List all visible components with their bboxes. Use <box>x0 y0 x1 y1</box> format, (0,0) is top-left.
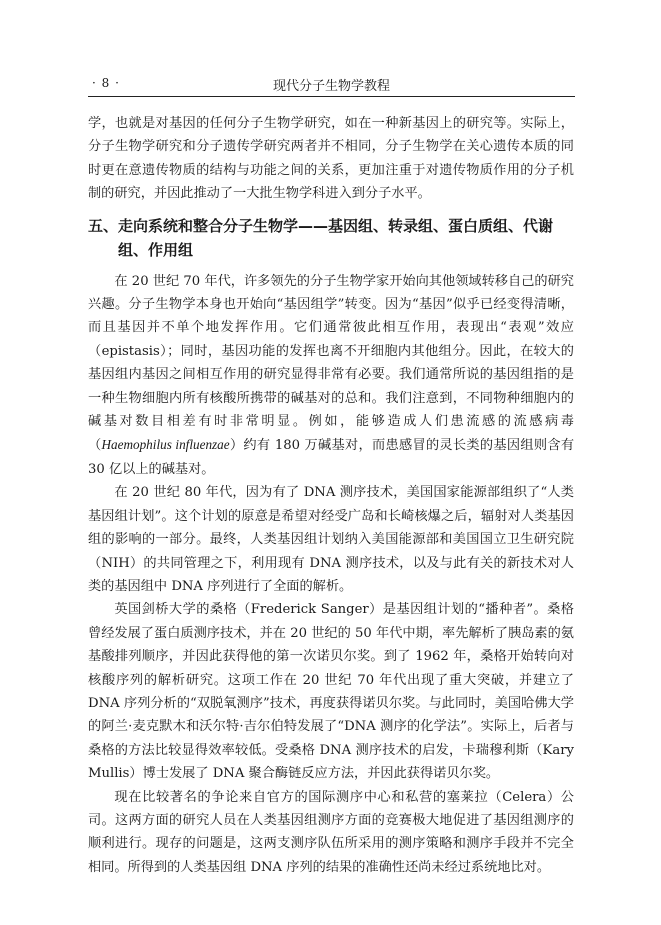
paragraph-human-genome-project: 在 20 世纪 80 年代，因为有了 DNA 测序技术，美国国家能源部组织了“人类基因组计划”。这个计划的原意是希望对经受广岛和长崎核爆之后，辐射对人类基因组的影响的一部分。最终，人类基因组计划纳入美国能源部和美国国立卫生研究院（NIH）的共同管理之下，利用现有 DNA 测序技术，以及与此有关的新技术对人类的基因组中 DNA 序列进行了全面的解析。 <box>88 485 574 594</box>
paragraph-genomics <box>88 270 574 482</box>
running-header <box>88 74 575 97</box>
running-title: 现代分子生物学教程 <box>272 79 390 94</box>
body-text <box>88 112 574 879</box>
paragraph-text: 在 20 世纪 70 年代，许多领先的分子生物学家开始向其他领域转移自己的研究兴趣。分子生物学本身也开始向“基因组学”转变。因为“基因”似乎已经变得清晰，而且基因并不单个地发挥作用。它们通常彼此相互作用，表现出“表观”效应（epistasis）；同时，基因功能的发挥也离不开细胞内其他组分。因此，在较大的基因组内基因之间相互作用的研究显得非常有必要。我们通常所说的基因组指的是一种生物细胞内所有核酸所携带的碱基对的总和。我们注意到，不同物种细胞内的碱基对数目相差有时非常明显。例如，能够造成人们患流感的流感病毒（ <box>88 273 574 454</box>
paragraph-sanger: 英国剑桥大学的桑格（Frederick Sanger）是基因组计划的“播种者”。桑格曾经发展了蛋白质测序技术，并在 20 世纪的 50 年代中期，率先解析了胰岛素的氨基酸排列顺序，并因此获得他的第一次诺贝尔奖。到了 1962 年，桑格开始转向对核酸序列的解析研究。这项工作在 20 世纪 70 年代出现了重大突破，并建立了 DNA 序列分析的“双脱氧测序”技术，再度获得诺贝尔奖。与此同时，美国哈佛大学的阿兰·麦克默木和沃尔特·吉尔伯特发展了“DNA 测序的化学法”。实际上，后者与桑格的方法比较显得效率较低。受桑格 DNA 测序技术的启发，卡瑞穆利斯（Kary Mullis）博士发展了 DNA 聚合酶链反应方法，并因此获得诺贝尔奖。 <box>88 602 574 782</box>
species-name: Haemophilus influenzae <box>101 437 230 453</box>
section-heading: 五、走向系统和整合分子生物学——基因组、转录组、蛋白质组、代谢组、作用组 <box>88 216 554 259</box>
page-number: · 8 · <box>92 76 120 90</box>
paragraph-celera: 现在比较著名的争论来自官方的国际测序中心和私营的塞莱拉（Celera）公司。这两方面的研究人员在人类基因组测序方面的竞赛极大地促进了基因组测序的顺利进行。现存的问题是，这两支测序队伍所采用的测序策略和测序手段并不完全相同。所得到的人类基因组 DNA 序列的结果的准确性还尚未经过系统地比对。 <box>88 789 574 875</box>
paragraph-continued: 学，也就是对基因的任何分子生物学研究，如在一种新基因上的研究等。实际上，分子生物学研究和分子遗传学研究两者并不相同，分子生物学在关心遗传本质的同时更在意遗传物质的结构与功能之间的关系，更加注重于对遗传物质作用的分子机制的研究，并因此推动了一大批生物学科进入到分子水平。 <box>88 116 574 202</box>
paragraph-text: ）约有 180 万碱基对，而患感冒的灵长类的基因组则含有 30 亿以上的碱基对。 <box>88 438 574 477</box>
